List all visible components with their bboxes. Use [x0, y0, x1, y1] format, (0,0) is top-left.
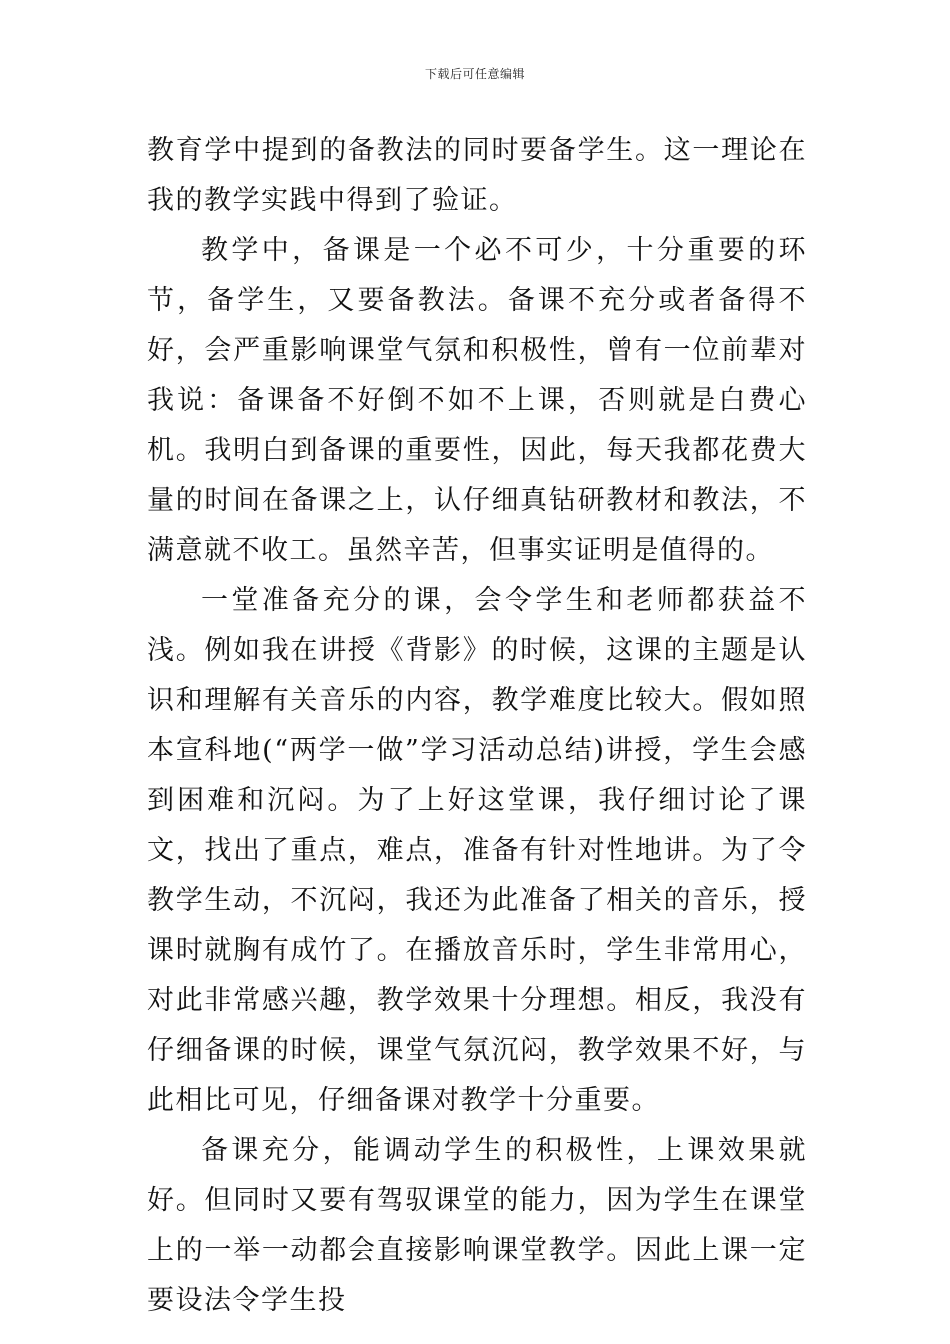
paragraph-1: 教育学中提到的备教法的同时要备学生。这一理论在我的教学实践中得到了验证。	[147, 135, 807, 216]
document-body	[147, 126, 807, 1326]
paragraph-3: 一堂准备充分的课，会令学生和老师都获益不浅。例如我在讲授《背影》的时候，这课的主题是认识和理解有关音乐的内容，教学难度比较大。假如照本宣科地(“两学一做”学习活动总结)讲授，学生会感到困难和沉闷。为了上好这堂课，我仔细讨论了课文，找出了重点，难点，准备有针对性地讲。为了令教学生动，不沉闷，我还为此准备了相关的音乐，授课时就胸有成竹了。在播放音乐时，学生非常用心，对此非常感兴趣，教学效果十分理想。相反，我没有仔细备课的时候，课堂气氛沉闷，教学效果不好，与此相比可见，仔细备课对教学十分重要。	[147, 585, 807, 1116]
paragraph-4: 备课充分，能调动学生的积极性，上课效果就好。但同时又要有驾驭课堂的能力，因为学生在课堂上的一举一动都会直接影响课堂教学。因此上课一定要设法令学生投	[147, 1135, 807, 1316]
paragraph-2: 教学中，备课是一个必不可少，十分重要的环节，备学生，又要备教法。备课不充分或者备得不好，会严重影响课堂气氛和积极性，曾有一位前辈对我说：备课备不好倒不如不上课，否则就是白费心机。我明白到备课的重要性，因此，每天我都花费大量的时间在备课之上，认仔细真钻研教材和教法，不满意就不收工。虽然辛苦，但事实证明是值得的。	[147, 235, 807, 566]
page-header: 下载后可任意编辑	[424, 67, 525, 81]
